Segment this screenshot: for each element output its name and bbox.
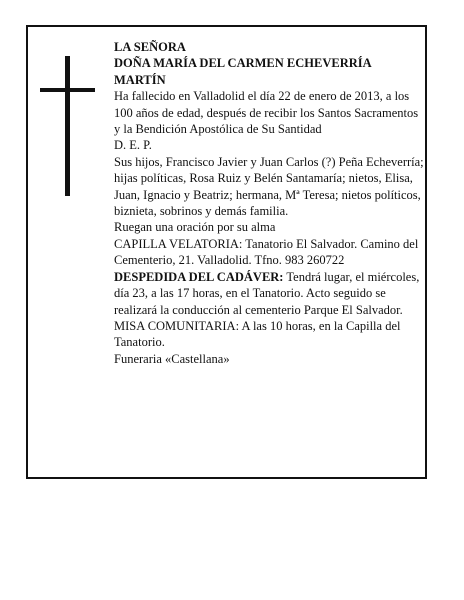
obituary-text	[114, 39, 424, 367]
mass-info: MISA COMUNITARIA: A las 10 horas, en la Capilla del Tanatorio.	[114, 318, 401, 350]
heading-title: LA SEÑORA	[114, 40, 186, 54]
farewell-label: DESPEDIDA DEL CADÁVER:	[114, 269, 284, 284]
rip-line: D. E. P.	[114, 138, 152, 153]
farewell-text: Tendrá lugar, el miércoles, día 23, a las 17 horas, en el Tanatorio. Acto seguido se realizará la conducción al cementerio Parque El Salvador.	[114, 269, 420, 317]
deceased-name: DOÑA MARÍA DEL CARMEN ECHEVERRÍA MARTÍN	[114, 56, 371, 87]
farewell-info	[114, 269, 424, 318]
prayer-request: Ruegan una oración por su alma	[114, 220, 276, 235]
chapel-info: CAPILLA VELATORIA: Tanatorio El Salvador. Camino del Cementerio, 21. Valladolid. Tfno. 983 260722	[114, 236, 419, 268]
cross-icon-bar	[40, 88, 95, 92]
funeral-home: Funeraria «Castellana»	[114, 351, 230, 366]
death-announcement: Ha fallecido en Valladolid el día 22 de enero de 2013, a los 100 años de edad, después de recibir los Santos Sacramentos y la Bendición Apostólica de Su Santidad	[114, 89, 419, 137]
cross-icon	[65, 56, 70, 196]
family-list: Sus hijos, Francisco Javier y Juan Carlos (?) Peña Echeverría; hijas políticas, Rosa Ruiz y Belén Santamaría; nietos, Elisa, Juan, Ignacio y Beatriz; hermana, Mª Teresa; nietos políticos, biznieta, sobrinos y demás familia.	[114, 154, 424, 219]
